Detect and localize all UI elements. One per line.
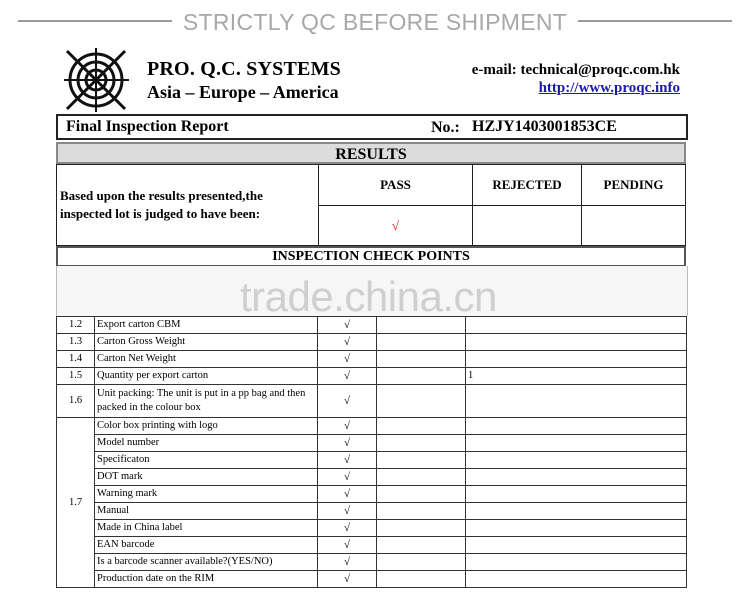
- row-mark: √: [318, 385, 377, 418]
- row-item: EAN barcode: [95, 537, 318, 554]
- table-row: [57, 334, 687, 351]
- contact-email[interactable]: e-mail: technical@proqc.com.hk: [471, 62, 680, 78]
- row-mark: √: [318, 351, 377, 368]
- row-item: DOT mark: [95, 469, 318, 486]
- row-item: Production date on the RIM: [95, 571, 318, 588]
- company-name: PRO. Q.C. SYSTEMS: [147, 58, 341, 80]
- check-points-heading: INSPECTION CHECK POINTS: [56, 246, 686, 266]
- row-item: Color box printing with logo: [95, 418, 318, 435]
- rejected-value: [473, 206, 582, 246]
- report-title: Final Inspection Report: [66, 118, 229, 135]
- banner-rule-right: [578, 20, 732, 22]
- row-mark: √: [318, 537, 377, 554]
- company-tagline: Asia – Europe – America: [147, 82, 339, 102]
- table-row: [57, 435, 687, 452]
- row-number: 1.4: [57, 351, 95, 368]
- table-row: [57, 554, 687, 571]
- row-note: [466, 334, 687, 351]
- row-note: 1: [466, 368, 687, 385]
- row-item: Unit packing: The unit is put in a pp bag and then packed in the colour box: [95, 385, 318, 418]
- row-item: Export carton CBM: [95, 317, 318, 334]
- table-row: [57, 469, 687, 486]
- row-mark: √: [318, 503, 377, 520]
- row-note: [466, 469, 687, 486]
- check-points-table: [56, 316, 687, 588]
- table-row: [57, 317, 687, 334]
- row-number: 1.6: [57, 385, 95, 418]
- results-heading: RESULTS: [56, 142, 686, 164]
- row-blank: [377, 351, 466, 368]
- row-note: [466, 537, 687, 554]
- row-mark: √: [318, 368, 377, 385]
- row-blank: [377, 486, 466, 503]
- table-row: [57, 385, 687, 418]
- row-item: Made in China label: [95, 520, 318, 537]
- row-mark: √: [318, 334, 377, 351]
- row-item: Carton Net Weight: [95, 351, 318, 368]
- col-pass: PASS: [319, 165, 473, 206]
- row-number: 1.5: [57, 368, 95, 385]
- table-row: [57, 537, 687, 554]
- table-row: [57, 520, 687, 537]
- row-item: Carton Gross Weight: [95, 334, 318, 351]
- row-blank: [377, 537, 466, 554]
- table-row: [57, 503, 687, 520]
- results-statement: Based upon the results presented,the inspected lot is judged to have been:: [57, 165, 319, 246]
- table-row: [57, 452, 687, 469]
- row-note: [466, 486, 687, 503]
- row-note: [466, 554, 687, 571]
- row-blank: [377, 385, 466, 418]
- row-note: [466, 418, 687, 435]
- row-blank: [377, 469, 466, 486]
- row-mark: √: [318, 469, 377, 486]
- row-blank: [377, 418, 466, 435]
- row-note: [466, 503, 687, 520]
- row-note: [466, 435, 687, 452]
- row-mark: √: [318, 435, 377, 452]
- row-note: [466, 385, 687, 418]
- row-number: 1.2: [57, 317, 95, 334]
- row-blank: [377, 520, 466, 537]
- row-item: Specificaton: [95, 452, 318, 469]
- table-row: [57, 571, 687, 588]
- row-mark: √: [318, 520, 377, 537]
- report-number: HZJY1403001853CE: [472, 118, 617, 135]
- row-note: [466, 317, 687, 334]
- website-link[interactable]: http://www.proqc.info: [538, 80, 680, 96]
- report-number-label: No.:: [431, 119, 460, 136]
- group-number: 1.7: [57, 418, 95, 588]
- col-pending: PENDING: [582, 165, 686, 206]
- row-blank: [377, 435, 466, 452]
- banner-title: STRICTLY QC BEFORE SHIPMENT: [182, 9, 568, 35]
- row-item: Model number: [95, 435, 318, 452]
- row-mark: √: [318, 486, 377, 503]
- row-number: 1.3: [57, 334, 95, 351]
- pass-value: √: [319, 206, 473, 246]
- row-blank: [377, 317, 466, 334]
- company-logo-icon: [63, 46, 129, 112]
- col-rejected: REJECTED: [473, 165, 582, 206]
- row-mark: √: [318, 571, 377, 588]
- report-title-bar: [56, 114, 688, 140]
- row-blank: [377, 571, 466, 588]
- table-row: [57, 368, 687, 385]
- row-blank: [377, 554, 466, 571]
- row-note: [466, 520, 687, 537]
- top-banner: [0, 0, 750, 42]
- watermark: trade.china.cn: [240, 273, 497, 320]
- row-blank: [377, 503, 466, 520]
- row-item: Warning mark: [95, 486, 318, 503]
- row-mark: √: [318, 554, 377, 571]
- pending-value: [582, 206, 686, 246]
- row-blank: [377, 334, 466, 351]
- results-table: [56, 164, 686, 246]
- row-blank: [377, 368, 466, 385]
- table-row: [57, 418, 687, 435]
- row-mark: √: [318, 452, 377, 469]
- row-mark: √: [318, 317, 377, 334]
- row-note: [466, 571, 687, 588]
- row-note: [466, 351, 687, 368]
- row-mark: √: [318, 418, 377, 435]
- row-item: Quantity per export carton: [95, 368, 318, 385]
- row-note: [466, 452, 687, 469]
- table-row: [57, 486, 687, 503]
- row-item: Is a barcode scanner available?(YES/NO): [95, 554, 318, 571]
- row-item: Manual: [95, 503, 318, 520]
- row-blank: [377, 452, 466, 469]
- table-row: [57, 351, 687, 368]
